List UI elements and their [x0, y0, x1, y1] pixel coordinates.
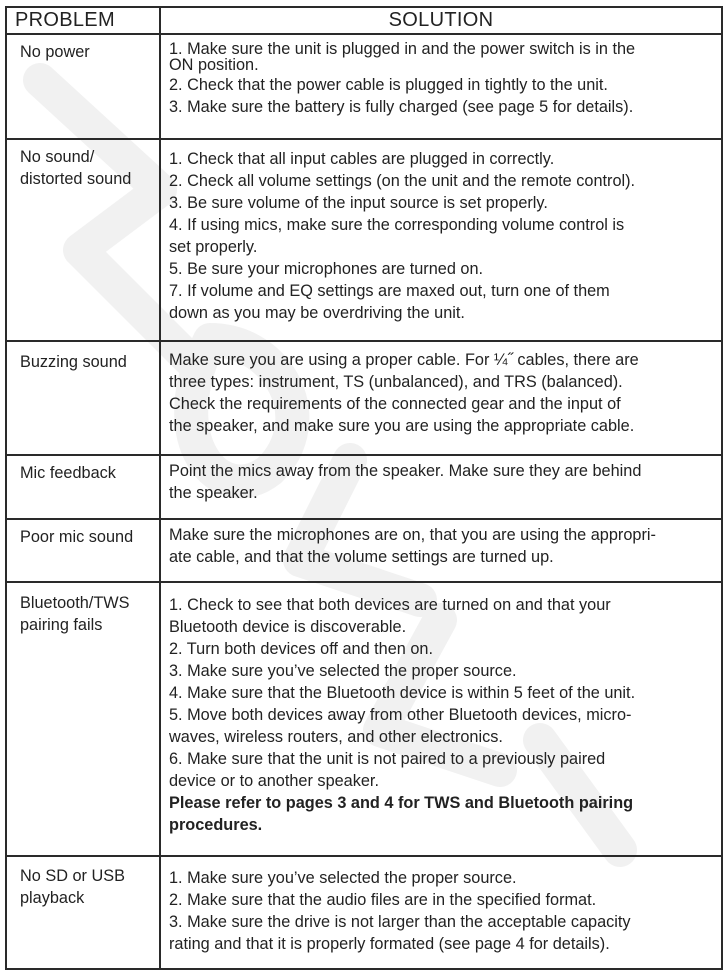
solution-line: 4. Make sure that the Bluetooth device is within 5 feet of the unit. — [169, 684, 636, 702]
problem-text: Mic feedback — [20, 464, 116, 482]
solution-line: Bluetooth device is discoverable. — [169, 618, 407, 636]
problem-text: Poor mic sound — [20, 528, 134, 546]
solution-cell — [160, 139, 722, 341]
problem-text: No SD or USB — [20, 867, 125, 885]
pairing-reference-note: Please refer to pages 3 and 4 for TWS and Bluetooth pairing — [169, 794, 634, 812]
solution-line: 3. Make sure the drive is not larger than the acceptable capacity — [169, 913, 631, 931]
solution-cell — [160, 856, 722, 969]
solution-line: Make sure the microphones are on, that you are using the appropri- — [169, 526, 656, 544]
table-row-poor-mic — [6, 519, 722, 582]
solution-line: the speaker, and make sure you are using the appropriate cable. — [169, 417, 635, 435]
table-header-row — [6, 7, 722, 34]
table-row-no-power — [6, 34, 722, 139]
pairing-reference-note: procedures. — [169, 816, 263, 834]
problem-column-header: PROBLEM — [6, 7, 160, 34]
solution-cell — [160, 34, 722, 139]
table-row-bluetooth — [6, 582, 722, 856]
solution-line: 7. If volume and EQ settings are maxed out, turn one of them — [169, 282, 610, 300]
solution-line: waves, wireless routers, and other electronics. — [169, 728, 503, 746]
problem-cell — [6, 341, 160, 455]
solution-line: ON position. — [169, 56, 259, 74]
problem-cell — [6, 34, 160, 139]
table-row-buzzing — [6, 341, 722, 455]
table-row-mic-feedback — [6, 455, 722, 519]
problem-text: Bluetooth/TWS — [20, 594, 130, 612]
solution-line: 2. Check all volume settings (on the unit and the remote control). — [169, 172, 636, 190]
problem-text: distorted sound — [20, 170, 132, 188]
problem-cell — [6, 856, 160, 969]
problem-text: pairing fails — [20, 616, 103, 634]
problem-text: playback — [20, 889, 85, 907]
solution-line: 4. If using mics, make sure the corresponding volume control is — [169, 216, 625, 234]
problem-cell — [6, 139, 160, 341]
solution-line: 2. Make sure that the audio files are in the specified format. — [169, 891, 597, 909]
solution-line: the speaker. — [169, 484, 258, 502]
solution-cell — [160, 582, 722, 856]
solution-line: 2. Turn both devices off and then on. — [169, 640, 434, 658]
solution-line: 6. Make sure that the unit is not paired to a previously paired — [169, 750, 606, 768]
table-row-no-sd-usb — [6, 856, 722, 969]
solution-line: 3. Make sure the battery is fully charged (see page 5 for details). — [169, 98, 634, 116]
solution-cell — [160, 455, 722, 519]
solution-line: rating and that it is properly formated (see page 4 for details). — [169, 935, 610, 953]
solution-line: 1. Check that all input cables are plugged in correctly. — [169, 150, 555, 168]
table-row-no-sound — [6, 139, 722, 341]
solution-line: Make sure you are using a proper cable. For ¼˝ cables, there are — [169, 351, 639, 369]
problem-text: Buzzing sound — [20, 353, 127, 371]
solution-line: set properly. — [169, 238, 258, 256]
problem-cell — [6, 519, 160, 582]
solution-line: device or to another speaker. — [169, 772, 379, 790]
problem-text: No sound/ — [20, 148, 95, 166]
solution-cell — [160, 519, 722, 582]
solution-line: 1. Make sure the unit is plugged in and the power switch is in the — [169, 40, 636, 58]
solution-line: 1. Check to see that both devices are turned on and that your — [169, 596, 611, 614]
solution-line: down as you may be overdriving the unit. — [169, 304, 465, 322]
solution-line: 1. Make sure you’ve selected the proper source. — [169, 869, 517, 887]
solution-line: 3. Make sure you’ve selected the proper source. — [169, 662, 517, 680]
solution-line: 5. Move both devices away from other Bluetooth devices, micro- — [169, 706, 632, 724]
problem-text: No power — [20, 43, 90, 61]
problem-cell — [6, 582, 160, 856]
solution-line: three types: instrument, TS (unbalanced), and TRS (balanced). — [169, 373, 623, 391]
problem-cell — [6, 455, 160, 519]
solution-line: Check the requirements of the connected gear and the input of — [169, 395, 621, 413]
solution-line: Point the mics away from the speaker. Make sure they are behind — [169, 462, 642, 480]
solution-column-header: SOLUTION — [160, 7, 722, 34]
solution-cell — [160, 341, 722, 455]
troubleshooting-table — [5, 6, 723, 970]
solution-line: 5. Be sure your microphones are turned on. — [169, 260, 484, 278]
solution-line: 3. Be sure volume of the input source is set properly. — [169, 194, 548, 212]
solution-line: ate cable, and that the volume settings are turned up. — [169, 548, 554, 566]
solution-line: 2. Check that the power cable is plugged in tightly to the unit. — [169, 76, 608, 94]
